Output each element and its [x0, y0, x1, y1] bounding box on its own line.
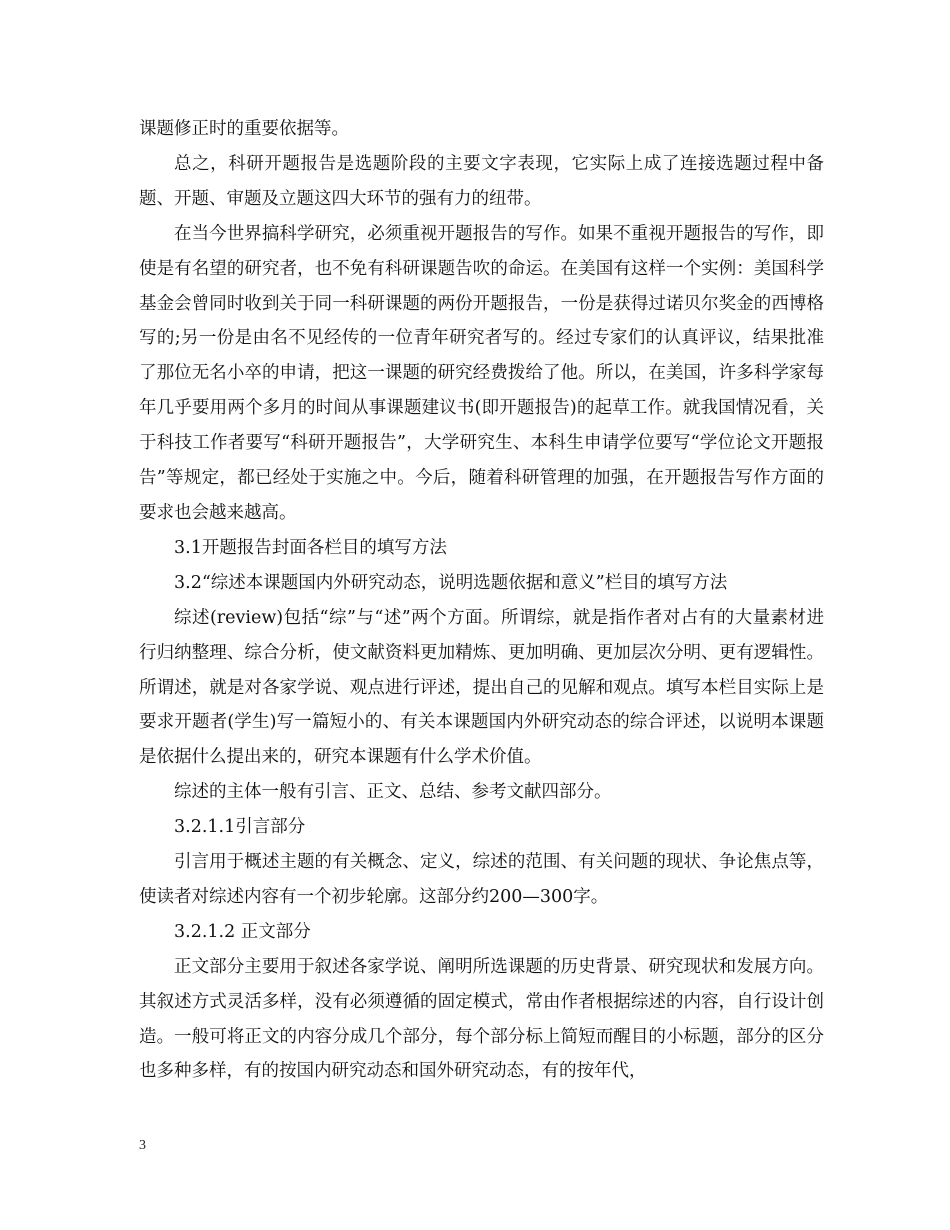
paragraph-main-body: 正文部分主要用于叙述各家学说、阐明所选课题的历史背景、研究现状和发展方向。其叙述方式灵活多样，没有必须遵循的固定模式，常由作者根据综述的内容，自行设计创造。一般可将正文的内容分成几个部分，每个部分标上简短而醒目的小标题，部分的区分也多种多样，有的按国内研究动态和国外研究动态，有的按年代，	[139, 956, 824, 1082]
paragraph-review-structure: 综述的主体一般有引言、正文、总结、参考文献四部分。	[174, 782, 612, 803]
document-body	[139, 112, 824, 1089]
paragraph-summary: 总之，科研开题报告是选题阶段的主要文字表现，它实际上成了连接选题过程中备题、开题、审题及立题这四大环节的强有力的纽带。	[139, 153, 824, 209]
paragraph-review-definition: 综述(review)包括“综”与“述”两个方面。所谓综，就是指作者对占有的大量素材进行归纳整理、综合分析，使文献资料更加精炼、更加明确、更加层次分明、更有逻辑性。所谓述，就是对各家学说、观点进行评述，提出自己的见解和观点。填写本栏目实际上是要求开题者(学生)写一篇短小的、有关本课题国内外研究动态的综合评述，以说明本课题是依据什么提出来的，研究本课题有什么学术价值。	[139, 607, 824, 768]
section-heading-3-1: 3.1开题报告封面各栏目的填写方法	[174, 537, 447, 558]
page-number: 3	[139, 1138, 146, 1153]
section-heading-3-2-1-2: 3.2.1.2 正文部分	[174, 921, 311, 942]
section-heading-3-2-1-1: 3.2.1.1引言部分	[174, 817, 306, 838]
paragraph-continuation: 课题修正时的重要依据等。	[139, 119, 349, 139]
paragraph-introduction: 引言用于概述主题的有关概念、定义，综述的范围、有关问题的现状、争论焦点等，使读者对综述内容有一个初步轮廓。这部分约200—300字。	[139, 852, 824, 907]
section-heading-3-2: 3.2“综述本课题国内外研究动态，说明选题依据和意义”栏目的填写方法	[174, 572, 728, 593]
paragraph-importance: 在当今世界搞科学研究，必须重视开题报告的写作。如果不重视开题报告的写作，即使是有名望的研究者，也不免有科研课题告吹的命运。在美国有这样一个实例：美国科学基金会曾同时收到关于同一科研课题的两份开题报告，一份是获得过诺贝尔奖金的西博格写的;另一份是由名不见经传的一位青年研究者写的。经过专家们的认真评议，结果批准了那位无名小卒的申请，把这一课题的研究经费拨给了他。所以，在美国，许多科学家每年几乎要用两个多月的时间从事课题建议书(即开题报告)的起草工作。就我国情况看，关于科技工作者要写“科研开题报告”，大学研究生、本科生申请学位要写“学位论文开题报告”等规定，都已经处于实施之中。今后，随着科研管理的加强，在开题报告写作方面的要求也会越来越高。	[139, 223, 824, 523]
